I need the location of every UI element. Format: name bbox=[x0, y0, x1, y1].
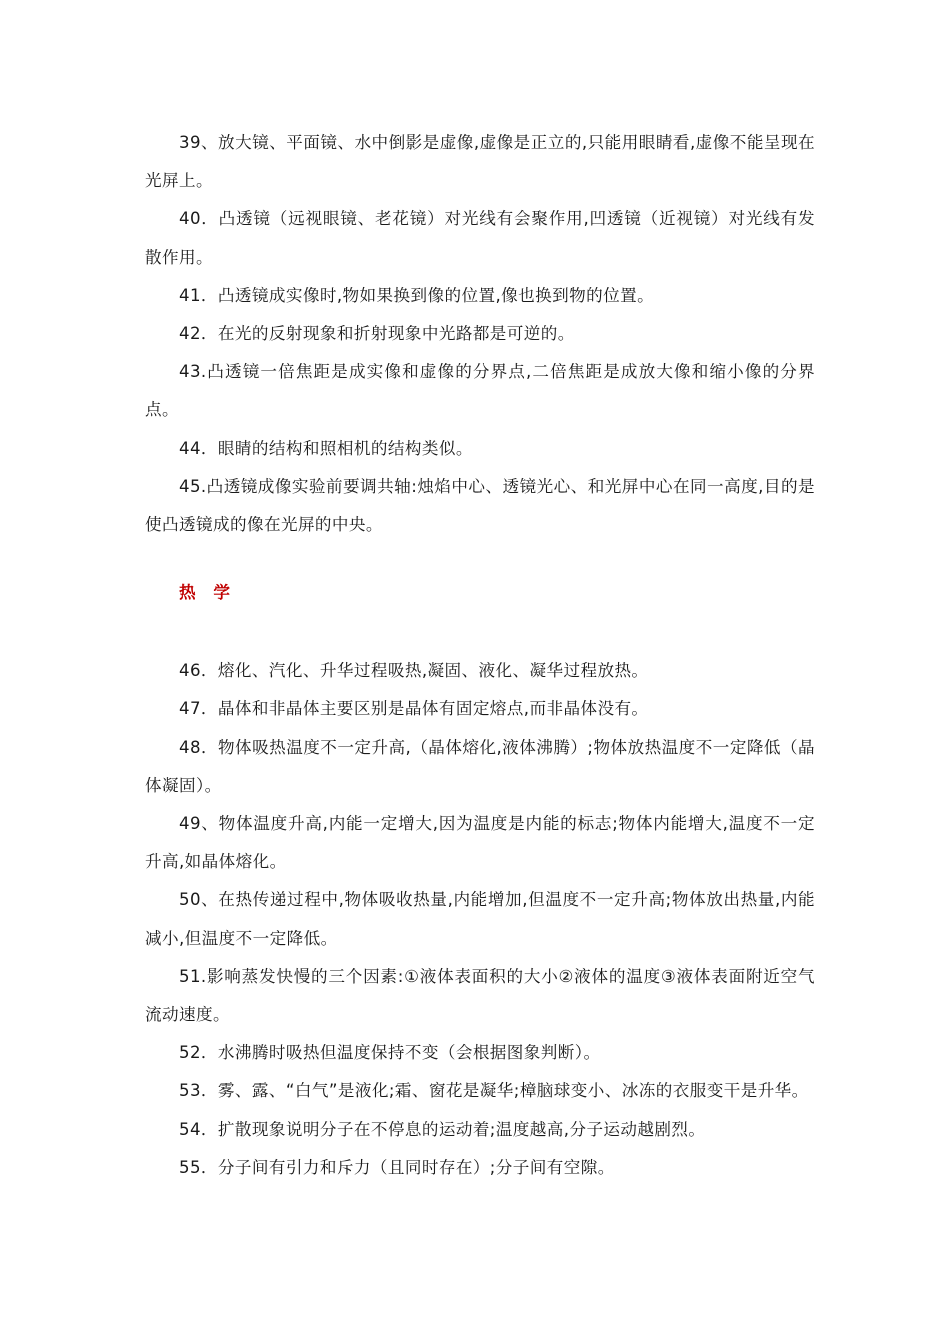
list-item: 42．在光的反射现象和折射现象中光路都是可逆的。 bbox=[179, 324, 575, 344]
spacer bbox=[145, 544, 815, 574]
list-item: 48．物体吸热温度不一定升高,（晶体熔化,液体沸腾）;物体放热温度不一定降低（晶体凝固）。 bbox=[145, 737, 815, 795]
list-item: 46．熔化、汽化、升华过程吸热,凝固、液化、凝华过程放热。 bbox=[179, 661, 649, 681]
list-item: 52．水沸腾时吸热但温度保持不变（会根据图象判断）。 bbox=[179, 1043, 601, 1063]
list-item: 40．凸透镜（远视眼镜、老花镜）对光线有会聚作用,凹透镜（近视镜）对光线有发散作用。 bbox=[145, 209, 815, 267]
section-heading-heat: 热 学 bbox=[179, 583, 236, 603]
list-item: 51.影响蒸发快慢的三个因素:①液体表面积的大小②液体的温度③液体表面附近空气流动速度。 bbox=[145, 966, 815, 1025]
spacer bbox=[145, 612, 815, 652]
list-item: 45.凸透镜成像实验前要调共轴:烛焰中心、透镜光心、和光屏中心在同一高度,目的是使凸透镜成的像在光屏的中央。 bbox=[145, 476, 815, 535]
list-item: 44．眼睛的结构和照相机的结构类似。 bbox=[179, 438, 473, 458]
list-item: 41．凸透镜成实像时,物如果换到像的位置,像也换到物的位置。 bbox=[179, 285, 655, 305]
list-item: 50、在热传递过程中,物体吸收热量,内能增加,但温度不一定升高;物体放出热量,内能减小,但温度不一定降低。 bbox=[145, 890, 815, 948]
heat-section bbox=[145, 652, 815, 1187]
list-item: 43.凸透镜一倍焦距是成实像和虚像的分界点,二倍焦距是成放大像和缩小像的分界点。 bbox=[145, 362, 815, 420]
page-content bbox=[145, 124, 815, 1187]
list-item: 47．晶体和非晶体主要区别是晶体有固定熔点,而非晶体没有。 bbox=[179, 699, 649, 719]
list-item: 55．分子间有引力和斥力（且同时存在）;分子间有空隙。 bbox=[179, 1157, 615, 1177]
list-item: 39、放大镜、平面镜、水中倒影是虚像,虚像是正立的,只能用眼睛看,虚像不能呈现在光屏上。 bbox=[145, 133, 815, 191]
list-item: 49、物体温度升高,内能一定增大,因为温度是内能的标志;物体内能增大,温度不一定升高,如晶体熔化。 bbox=[145, 814, 815, 872]
list-item: 53．雾、露、“白气”是液化;霜、窗花是凝华;樟脑球变小、冰冻的衣服变干是升华。 bbox=[179, 1081, 809, 1101]
optics-section bbox=[145, 124, 815, 544]
list-item: 54．扩散现象说明分子在不停息的运动着;温度越高,分子运动越剧烈。 bbox=[179, 1119, 706, 1139]
